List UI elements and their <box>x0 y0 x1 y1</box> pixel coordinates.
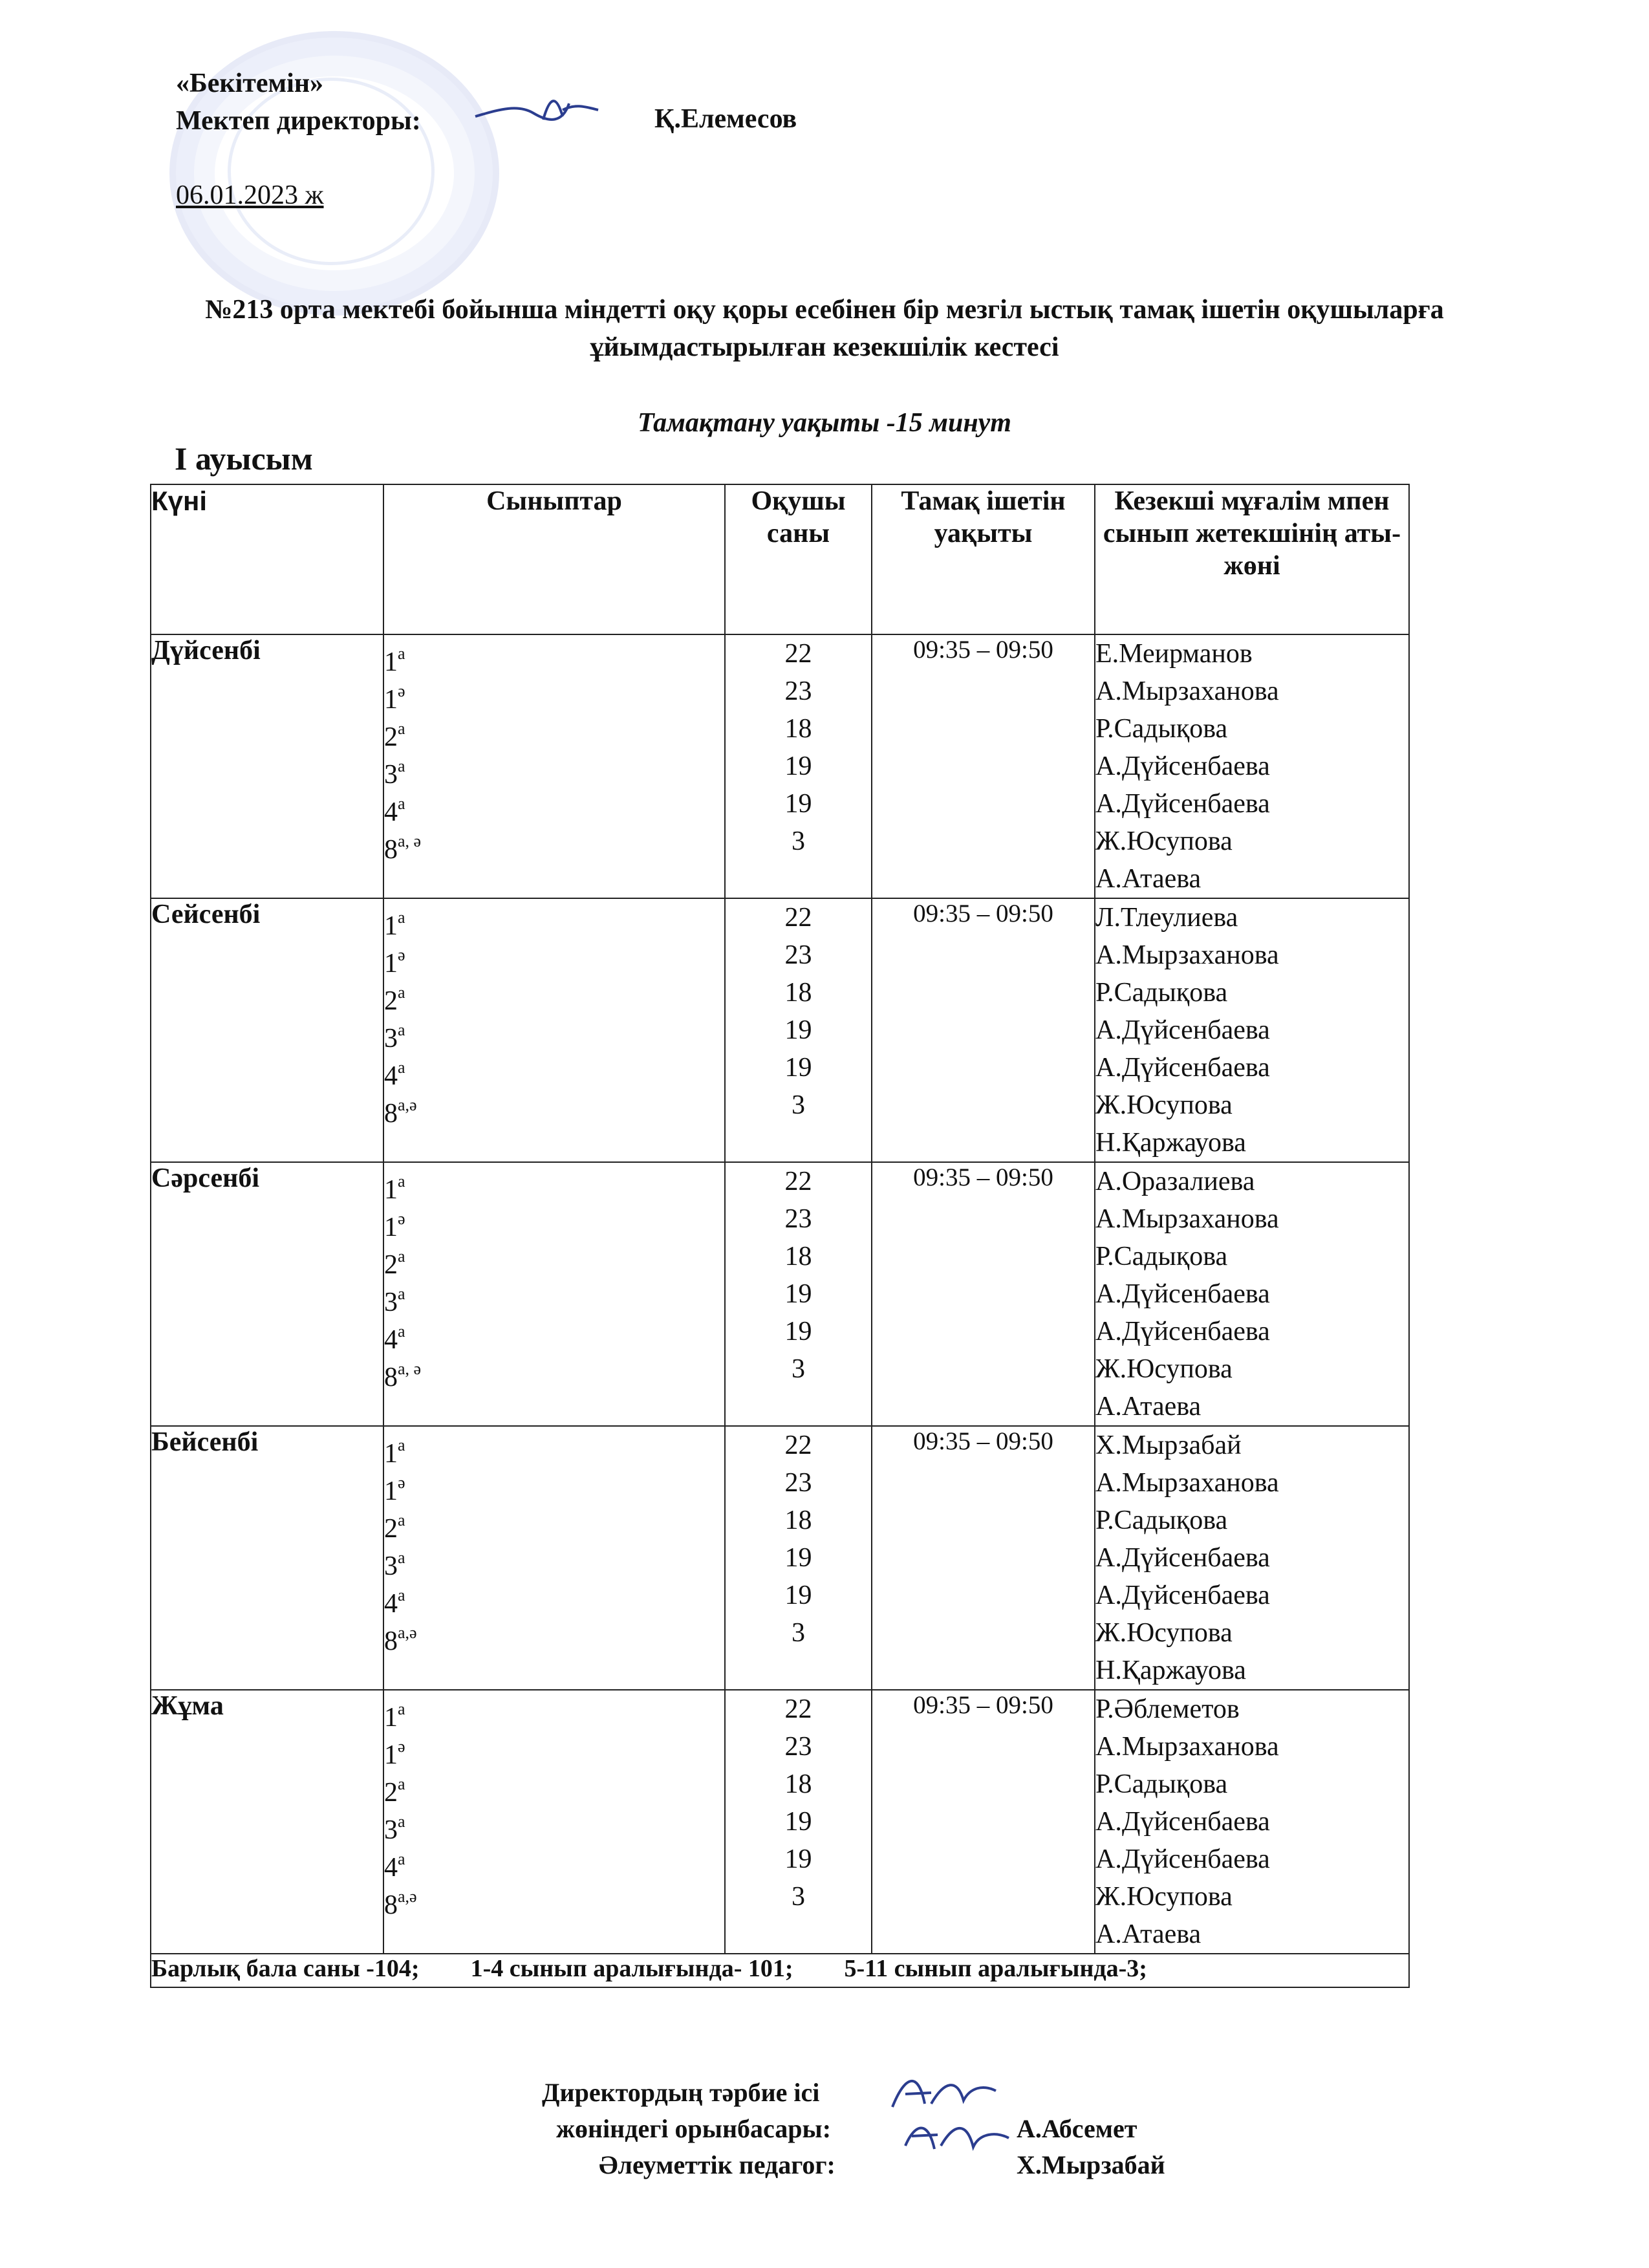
teacher-name: Р.Садықова <box>1095 714 1228 744</box>
teacher-name: А.Дүйсенбаева <box>1095 1844 1270 1874</box>
class-item <box>384 1728 724 1770</box>
class-letter: а <box>398 1021 405 1039</box>
class-item <box>384 823 724 865</box>
class-item <box>384 1766 724 1808</box>
student-count: 18 <box>784 714 812 744</box>
student-count: 23 <box>784 1468 812 1498</box>
class-letter: а <box>398 1322 405 1341</box>
teacher-name: А.Атаева <box>1095 1392 1202 1421</box>
table-row <box>151 1162 1409 1426</box>
class-grade: 1 <box>384 911 398 941</box>
class-grade: 2 <box>384 986 398 1016</box>
class-grade: 4 <box>384 1325 398 1355</box>
teacher-name: А.Мырзаханова <box>1095 1468 1279 1498</box>
class-item <box>384 936 724 978</box>
class-item <box>384 1049 724 1091</box>
teachers-cell <box>1095 1426 1409 1690</box>
class-grade: 3 <box>384 760 398 790</box>
director-signature <box>472 91 601 136</box>
class-item <box>384 1841 724 1883</box>
class-item <box>384 1275 724 1317</box>
student-count: 23 <box>784 676 812 706</box>
class-grade: 1 <box>384 1213 398 1242</box>
class-letter: а <box>398 908 405 927</box>
teacher-name: Л.Тлеулиева <box>1095 903 1238 933</box>
class-item <box>384 1011 724 1053</box>
class-grade: 3 <box>384 1551 398 1581</box>
deputy-name: А.Абсемет <box>1017 2114 1137 2143</box>
class-grade: 1 <box>384 949 398 978</box>
time-cell: 09:35 – 09:50 <box>872 634 1095 898</box>
class-letter: а <box>398 794 405 813</box>
student-count: 19 <box>784 1581 812 1610</box>
class-letter: а <box>398 1850 405 1868</box>
class-grade: 8 <box>384 1626 398 1656</box>
table-header-row <box>151 484 1409 634</box>
class-grade: 8 <box>384 1099 398 1129</box>
class-item <box>384 1086 724 1129</box>
class-letter: а <box>398 1812 405 1831</box>
teacher-name: А.Дүйсенбаева <box>1095 1317 1270 1346</box>
class-letter: а <box>398 1548 405 1567</box>
table-row <box>151 1690 1409 1954</box>
class-item <box>384 1614 724 1656</box>
class-grade: 2 <box>384 1778 398 1808</box>
totals-row <box>151 1954 1409 1987</box>
class-item <box>384 1878 724 1920</box>
deputy-signature <box>886 2068 1002 2120</box>
class-letter: а,ә <box>398 1096 417 1114</box>
class-letter: а <box>398 1172 405 1191</box>
class-grade: 4 <box>384 797 398 827</box>
student-count: 22 <box>784 639 812 669</box>
teachers-cell <box>1095 1690 1409 1954</box>
class-grade: 2 <box>384 722 398 752</box>
class-letter: ә <box>398 682 405 700</box>
class-item <box>384 899 724 941</box>
class-item <box>384 1539 724 1581</box>
student-count: 22 <box>784 903 812 933</box>
classes-cell <box>383 634 725 898</box>
teacher-name: Ж.Юсупова <box>1095 1618 1233 1648</box>
teacher-name: Р.Садықова <box>1095 978 1228 1008</box>
day-cell: Дүйсенбі <box>151 634 383 898</box>
students-cell <box>725 1162 872 1426</box>
header-students: Оқушы саны <box>725 484 872 634</box>
student-count: 19 <box>784 1543 812 1573</box>
student-count: 3 <box>792 826 805 856</box>
teacher-name: Н.Қаржауова <box>1095 1128 1246 1158</box>
class-item <box>384 748 724 790</box>
table-row <box>151 634 1409 898</box>
day-cell: Жұма <box>151 1690 383 1954</box>
class-letter: а <box>398 757 405 775</box>
student-count: 19 <box>784 751 812 781</box>
teacher-name: А.Дүйсенбаева <box>1095 1807 1270 1837</box>
class-item <box>384 710 724 752</box>
time-cell: 09:35 – 09:50 <box>872 1690 1095 1954</box>
class-letter: а <box>398 644 405 663</box>
student-count: 22 <box>784 1694 812 1724</box>
teacher-name: Н.Қаржауова <box>1095 1656 1246 1685</box>
class-item <box>384 974 724 1016</box>
teacher-name: Ж.Юсупова <box>1095 826 1233 856</box>
class-item <box>384 673 724 715</box>
student-count: 19 <box>784 1279 812 1309</box>
class-grade: 2 <box>384 1514 398 1544</box>
student-count: 23 <box>784 1204 812 1234</box>
teachers-cell <box>1095 1162 1409 1426</box>
teachers-cell <box>1095 898 1409 1162</box>
teacher-name: А.Мырзаханова <box>1095 1732 1279 1762</box>
class-item <box>384 1350 724 1392</box>
day-cell: Сейсенбі <box>151 898 383 1162</box>
class-grade: 8 <box>384 835 398 865</box>
class-letter: а <box>398 1247 405 1266</box>
class-item <box>384 1313 724 1355</box>
student-count: 23 <box>784 1732 812 1762</box>
teacher-name: А.Мырзаханова <box>1095 676 1279 706</box>
totals-cell <box>151 1954 1409 1987</box>
class-letter: а,ә <box>398 1623 417 1642</box>
class-grade: 1 <box>384 647 398 677</box>
shift-label: І ауысым <box>175 440 313 477</box>
class-letter: а <box>398 1058 405 1077</box>
class-grade: 4 <box>384 1853 398 1883</box>
teacher-name: Ж.Юсупова <box>1095 1090 1233 1120</box>
classes-cell <box>383 1426 725 1690</box>
classes-cell <box>383 898 725 1162</box>
student-count: 18 <box>784 978 812 1008</box>
class-grade: 3 <box>384 1815 398 1845</box>
approval-date: 06.01.2023 ж <box>176 180 324 210</box>
table-row <box>151 898 1409 1162</box>
class-letter: ә <box>398 1209 405 1228</box>
class-grade: 8 <box>384 1363 398 1392</box>
teacher-name: А.Дүйсенбаева <box>1095 1581 1270 1610</box>
class-letter: а <box>398 1586 405 1604</box>
teacher-name: Р.Садықова <box>1095 1506 1228 1535</box>
header-time: Тамақ ішетін уақыты <box>872 484 1095 634</box>
table-row <box>151 1426 1409 1690</box>
social-pedagogue-name: Х.Мырзабай <box>1017 2150 1165 2179</box>
teacher-name: А.Дүйсенбаева <box>1095 1015 1270 1045</box>
student-count: 18 <box>784 1506 812 1535</box>
students-cell <box>725 1426 872 1690</box>
teacher-name: Р.Садықова <box>1095 1242 1228 1271</box>
class-letter: ә <box>398 1473 405 1492</box>
teacher-name: А.Мырзаханова <box>1095 1204 1279 1234</box>
teacher-name: А.Дүйсенбаева <box>1095 1053 1270 1083</box>
teacher-name: Х.Мырзабай <box>1095 1431 1242 1460</box>
class-letter: а <box>398 1700 405 1718</box>
student-count: 3 <box>792 1354 805 1384</box>
duty-schedule-table <box>150 484 1410 1988</box>
time-cell: 09:35 – 09:50 <box>872 1426 1095 1690</box>
total-grades-5-11: 5-11 сынып аралығында-3; <box>844 1955 1147 1982</box>
class-letter: а <box>398 719 405 738</box>
class-grade: 1 <box>384 1175 398 1205</box>
teacher-name: Р.Әблеметов <box>1095 1694 1240 1724</box>
social-pedagogue-label: Әлеуметтік педагог: <box>599 2150 835 2179</box>
day-cell: Бейсенбі <box>151 1426 383 1690</box>
class-letter: а <box>398 1511 405 1529</box>
classes-cell <box>383 1162 725 1426</box>
class-grade: 1 <box>384 1476 398 1506</box>
teacher-name: А.Атаева <box>1095 864 1202 894</box>
student-count: 19 <box>784 789 812 819</box>
teacher-name: А.Мырзаханова <box>1095 940 1279 970</box>
teacher-name: Ж.Юсупова <box>1095 1354 1233 1384</box>
teachers-cell <box>1095 634 1409 898</box>
teacher-name: А.Атаева <box>1095 1919 1202 1949</box>
class-letter: а <box>398 983 405 1002</box>
class-item <box>384 1577 724 1619</box>
director-name: Қ.Елемесов <box>654 104 797 134</box>
student-count: 3 <box>792 1618 805 1648</box>
student-count: 18 <box>784 1769 812 1799</box>
class-item <box>384 635 724 677</box>
class-grade: 2 <box>384 1250 398 1280</box>
class-grade: 1 <box>384 1703 398 1733</box>
classes-cell <box>383 1690 725 1954</box>
students-cell <box>725 1690 872 1954</box>
class-item <box>384 1690 724 1733</box>
meal-time-note: Тамақтану уақыты -15 минут <box>638 408 1011 438</box>
class-letter: а <box>398 1775 405 1793</box>
class-letter: ә <box>398 945 405 964</box>
student-count: 19 <box>784 1015 812 1045</box>
approve-word: «Бекітемін» <box>176 69 324 98</box>
class-letter: а <box>398 1284 405 1303</box>
teacher-name: А.Оразалиева <box>1095 1167 1255 1196</box>
director-label: Мектеп директоры: <box>176 106 421 136</box>
student-count: 18 <box>784 1242 812 1271</box>
class-grade: 1 <box>384 1740 398 1770</box>
class-grade: 1 <box>384 1439 398 1469</box>
class-grade: 4 <box>384 1589 398 1619</box>
class-letter: а, ә <box>398 1359 422 1378</box>
class-item <box>384 1427 724 1469</box>
header-teacher: Кезекші мұғалім мпен сынып жетекшінің аты-жөні <box>1095 484 1409 634</box>
class-item <box>384 1163 724 1205</box>
total-grades-1-4: 1-4 сынып аралығында- 101; <box>470 1955 793 1982</box>
teacher-name: Е.Меирманов <box>1095 639 1253 669</box>
class-grade: 8 <box>384 1890 398 1920</box>
teacher-name: А.Дүйсенбаева <box>1095 1543 1270 1573</box>
teacher-name: А.Дүйсенбаева <box>1095 789 1270 819</box>
class-grade: 4 <box>384 1061 398 1091</box>
student-count: 22 <box>784 1167 812 1196</box>
class-item <box>384 1200 724 1242</box>
class-letter: а, ә <box>398 832 422 850</box>
class-grade: 1 <box>384 685 398 715</box>
student-count: 19 <box>784 1317 812 1346</box>
student-count: 22 <box>784 1431 812 1460</box>
student-count: 23 <box>784 940 812 970</box>
student-count: 19 <box>784 1807 812 1837</box>
document-title: №213 орта мектебі бойынша міндетті оқу қоры есебінен бір мезгіл ыстық тамақ ішетін оқушыларға ұйымдастырылған кезекшілік кестесі <box>205 295 1444 362</box>
header-classes: Сыныптар <box>383 484 725 634</box>
time-cell: 09:35 – 09:50 <box>872 898 1095 1162</box>
approval-block <box>176 65 421 140</box>
student-count: 19 <box>784 1844 812 1874</box>
teacher-name: А.Дүйсенбаева <box>1095 1279 1270 1309</box>
class-letter: а,ә <box>398 1887 417 1906</box>
class-item <box>384 1464 724 1506</box>
student-count: 3 <box>792 1090 805 1120</box>
class-grade: 3 <box>384 1288 398 1317</box>
deputy-title-line2: жөніндегі орынбасары: <box>556 2114 832 2143</box>
class-item <box>384 1502 724 1544</box>
teacher-name: Ж.Юсупова <box>1095 1882 1233 1912</box>
teacher-name: Р.Садықова <box>1095 1769 1228 1799</box>
time-cell: 09:35 – 09:50 <box>872 1162 1095 1426</box>
student-count: 3 <box>792 1882 805 1912</box>
class-letter: ә <box>398 1737 405 1756</box>
day-cell: Сәрсенбі <box>151 1162 383 1426</box>
class-item <box>384 1238 724 1280</box>
student-count: 19 <box>784 1053 812 1083</box>
social-pedagogue-signature <box>899 2113 1015 2165</box>
students-cell <box>725 898 872 1162</box>
class-item <box>384 1803 724 1845</box>
class-letter: а <box>398 1436 405 1454</box>
students-cell <box>725 634 872 898</box>
teacher-name: А.Дүйсенбаева <box>1095 751 1270 781</box>
class-grade: 3 <box>384 1024 398 1053</box>
deputy-title-line1: Директордың тәрбие ісі <box>542 2078 820 2107</box>
header-day: Күні <box>151 484 383 634</box>
total-students: Барлық бала саны -104; <box>151 1955 420 1982</box>
class-item <box>384 785 724 827</box>
